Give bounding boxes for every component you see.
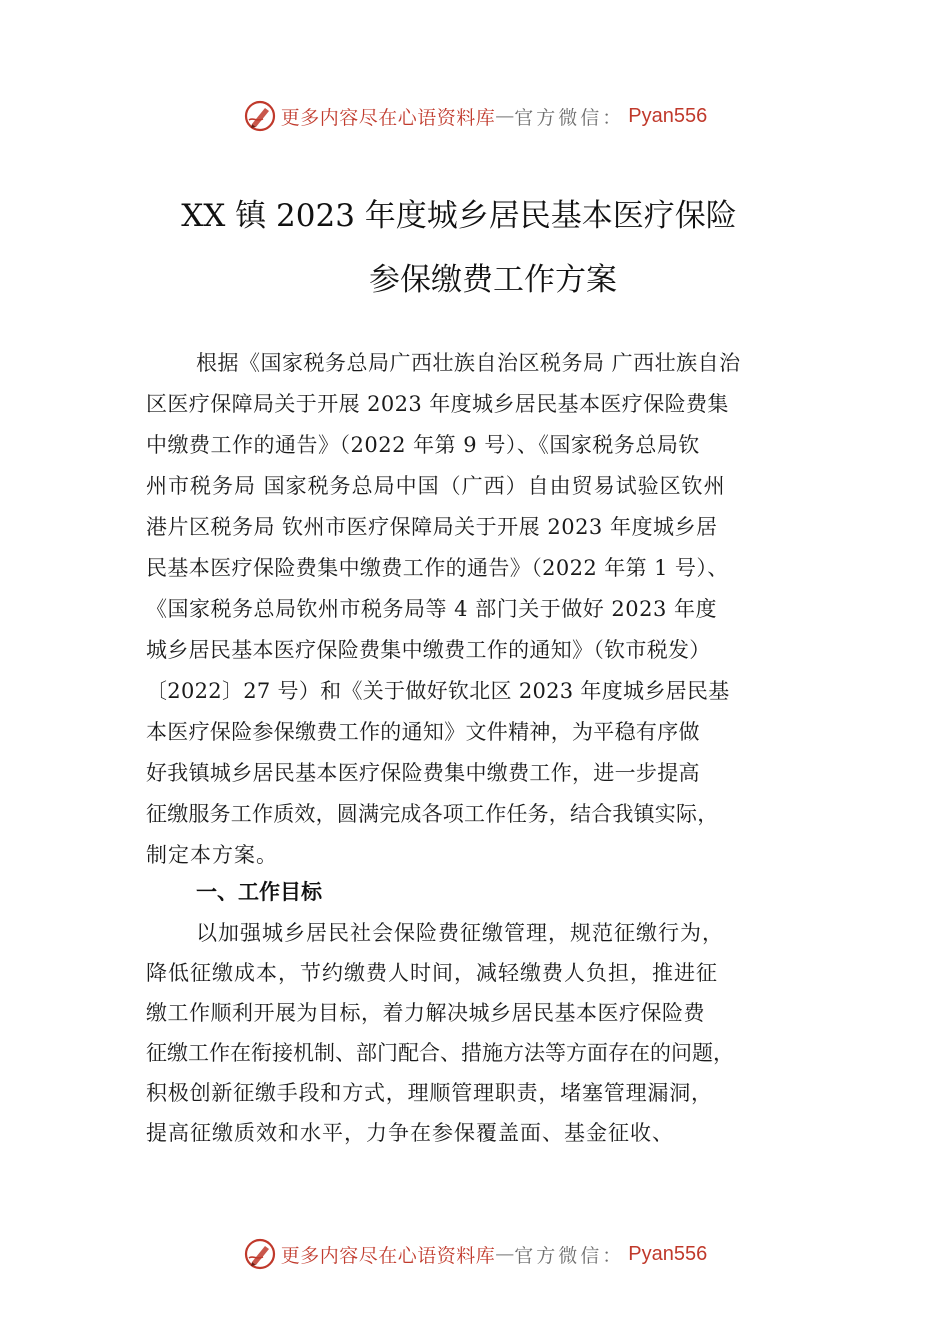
banner-wechat-id: Pyan556 — [628, 104, 708, 127]
paragraph-line: 征缴工作在衔接机制、部门配合、措施方法等方面存在的问题， — [146, 1041, 734, 1065]
paragraph-line: 中缴费工作的通告》（2022 年第 9 号）、《国家税务总局钦 — [146, 433, 700, 457]
pen-circle-logo-icon — [243, 1237, 277, 1271]
paragraph-line: 民基本医疗保险费集中缴费工作的通告》（2022 年第 1 号）、 — [146, 556, 729, 580]
banner-site-name: 更多内容尽在心语资料库 — [280, 1244, 496, 1267]
banner-wechat-label: 官方微信： — [514, 1244, 625, 1267]
paragraph-line: 提高征缴质效和水平，力争在参保覆盖面、基金征收、 — [146, 1121, 674, 1145]
banner-separator: — — [495, 105, 515, 127]
document-title-line-2: 参保缴费工作方案 — [369, 262, 617, 298]
paragraph-line: 区医疗保障局关于开展 2023 年度城乡居民基本医疗保险费集 — [146, 392, 729, 416]
document-title-line-1: XX 镇 2023 年度城乡居民基本医疗保险 — [181, 198, 737, 234]
banner-separator: — — [495, 1243, 515, 1265]
paragraph-line: 制定本方案。 — [146, 843, 278, 867]
banner-site-name: 更多内容尽在心语资料库 — [280, 106, 496, 129]
footer-banner — [0, 1234, 950, 1274]
header-banner — [0, 96, 950, 136]
paragraph-line: 好我镇城乡居民基本医疗保险费集中缴费工作，进一步提高 — [146, 761, 700, 785]
banner-wechat-label: 官方微信： — [514, 106, 625, 129]
paragraph-line: 征缴服务工作质效，圆满完成各项工作任务，结合我镇实际， — [146, 802, 719, 826]
paragraph-line: 积极创新征缴手段和方式，理顺管理职责，堵塞管理漏洞， — [146, 1081, 713, 1105]
banner-wechat-id: Pyan556 — [628, 1242, 708, 1265]
paragraph-line: 港片区税务局 钦州市医疗保障局关于开展 2023 年度城乡居 — [146, 515, 718, 539]
paragraph-line: 本医疗保险参保缴费工作的通知》文件精神，为平稳有序做 — [146, 720, 700, 744]
section-heading-work-goal: 一、工作目标 — [196, 880, 322, 904]
paragraph-line: 以加强城乡居民社会保险费征缴管理，规范征缴行为， — [196, 921, 724, 945]
paragraph-line: 根据《国家税务总局广西壮族自治区税务局 广西壮族自治 — [196, 351, 741, 375]
paragraph-line: 州市税务局 国家税务总局中国（广西）自由贸易试验区钦州 — [146, 474, 726, 498]
pen-circle-logo-icon — [243, 99, 277, 133]
paragraph-line: 《国家税务总局钦州市税务局等 4 部门关于做好 2023 年度 — [146, 597, 718, 621]
paragraph-line: 降低征缴成本，节约缴费人时间，减轻缴费人负担，推进征 — [146, 961, 718, 985]
paragraph-line: 〔2022〕27 号）和《关于做好钦北区 2023 年度城乡居民基 — [146, 679, 730, 703]
paragraph-line: 缴工作顺利开展为目标，着力解决城乡居民基本医疗保险费 — [146, 1001, 705, 1025]
paragraph-line: 城乡居民基本医疗保险费集中缴费工作的通知》（钦市税发） — [146, 638, 711, 662]
